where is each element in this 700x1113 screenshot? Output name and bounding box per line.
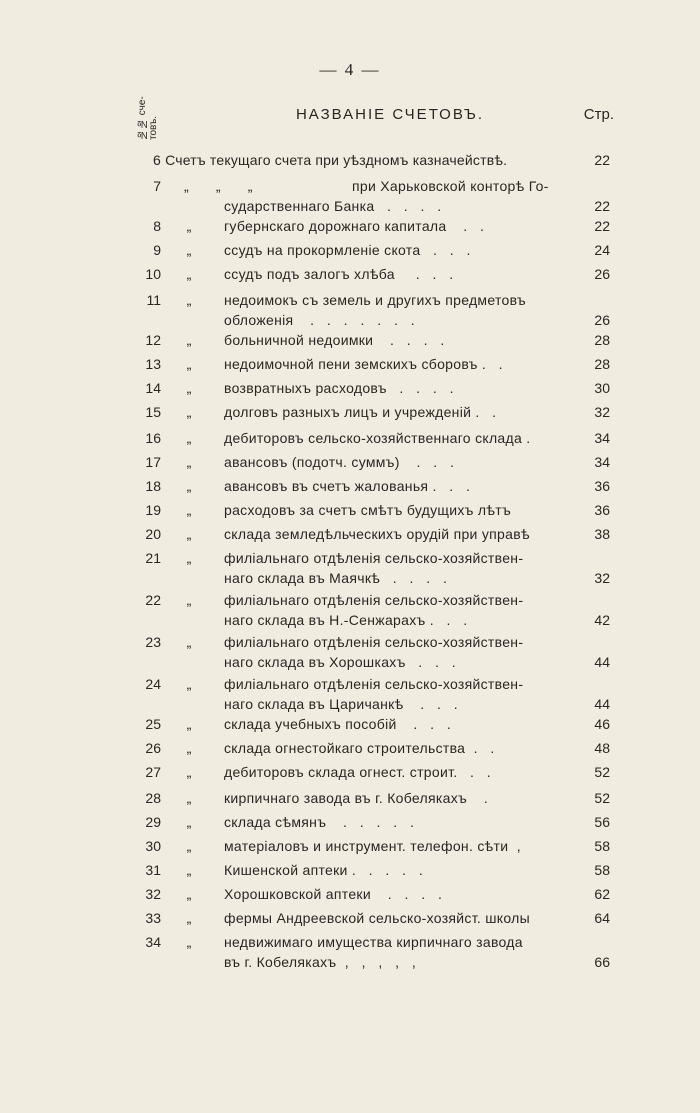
ditto-mark: „ xyxy=(186,790,192,806)
page-reference: 24 xyxy=(594,242,610,258)
ditto-mark: „ xyxy=(186,838,192,854)
page-reference: 26 xyxy=(594,266,610,282)
account-number: 29 xyxy=(145,814,161,830)
account-number: 13 xyxy=(145,356,161,372)
page-reference: 58 xyxy=(594,862,610,878)
account-number: 34 xyxy=(145,934,161,950)
account-name: недоимочной пени земскихъ сборовъ . . xyxy=(224,356,503,372)
account-number: 6 xyxy=(153,152,161,168)
page-reference: 38 xyxy=(594,526,610,542)
ditto-mark: „ xyxy=(186,550,192,566)
page-reference: 28 xyxy=(594,356,610,372)
page-reference: 22 xyxy=(594,152,610,168)
ditto-mark: „ xyxy=(186,934,192,950)
account-number: 25 xyxy=(145,716,161,732)
ditto-mark: „ xyxy=(186,764,192,780)
account-number: 16 xyxy=(145,430,161,446)
account-name: при Харьковской конторѣ Го- сударственнаго Банка . . . . xyxy=(224,178,549,214)
ditto-mark: „ xyxy=(186,404,192,420)
account-name: склада сѣмянъ . . . . . xyxy=(224,814,415,830)
ditto-mark: „ xyxy=(186,716,192,732)
account-name: филіальнаго отдѣленія сельско-хозяйствен- наго склада въ Н.-Сенжарахъ . . . xyxy=(224,592,524,628)
page-reference: 28 xyxy=(594,332,610,348)
ditto-mark: „ xyxy=(186,242,192,258)
account-number: 19 xyxy=(145,502,161,518)
account-number: 17 xyxy=(145,454,161,470)
account-number: 14 xyxy=(145,380,161,396)
ditto-mark: „ xyxy=(186,380,192,396)
account-name: дебиторовъ сельско-хозяйственнаго склада . xyxy=(224,430,531,446)
account-name: склада земледѣльческихъ орудій при управѣ xyxy=(224,526,530,542)
ditto-mark: „ xyxy=(186,430,192,446)
page-reference: 66 xyxy=(594,954,610,970)
account-name: ссудъ подъ залогъ хлѣба . . . xyxy=(224,266,454,282)
account-number: 15 xyxy=(145,404,161,420)
account-name: губернскаго дорожнаго капитала . . xyxy=(224,218,485,234)
ditto-mark: „ xyxy=(186,332,192,348)
ditto-mark: „ xyxy=(186,862,192,878)
account-number: 22 xyxy=(145,592,161,608)
page-number: — 4 — xyxy=(319,60,381,79)
ditto-mark: „ xyxy=(186,356,192,372)
page-reference: 36 xyxy=(594,478,610,494)
account-number: 28 xyxy=(145,790,161,806)
account-number: 10 xyxy=(145,266,161,282)
account-name: возвратныхъ расходовъ . . . . xyxy=(224,380,454,396)
account-name: недвижимаго имущества кирпичнаго завода въ г. Кобелякахъ , , , , , xyxy=(224,934,523,970)
ditto-mark: „ xyxy=(186,592,192,608)
account-name: ссудъ на прокормленіе скота . . . xyxy=(224,242,471,258)
ditto-mark: „ xyxy=(186,292,192,308)
account-number: 26 xyxy=(145,740,161,756)
page-reference: 42 xyxy=(594,612,610,628)
ditto-mark: „ xyxy=(186,676,192,692)
page-reference: 48 xyxy=(594,740,610,756)
account-number: 7 xyxy=(153,178,161,194)
page-reference: 52 xyxy=(594,790,610,806)
account-name: матеріаловъ и инструмент. телефон. сѣти , xyxy=(224,838,521,854)
page-reference: 22 xyxy=(594,218,610,234)
ditto-mark: „ xyxy=(186,814,192,830)
account-name: авансовъ въ счетъ жалованья . . . xyxy=(224,478,471,494)
ditto-mark: „ xyxy=(186,478,192,494)
account-name: Хорошковской аптеки . . . . xyxy=(224,886,443,902)
page-reference: 52 xyxy=(594,764,610,780)
ditto-mark: „ xyxy=(186,454,192,470)
ditto-mark: „ xyxy=(186,218,192,234)
ditto-mark: „ xyxy=(186,502,192,518)
account-name: филіальнаго отдѣленія сельско-хозяйствен- наго склада въ Царичанкѣ . . . xyxy=(224,676,524,712)
account-number: 24 xyxy=(145,676,161,692)
account-name: кирпичнаго завода въ г. Кобелякахъ . xyxy=(224,790,489,806)
account-name: больничной недоимки . . . . xyxy=(224,332,445,348)
page-reference: 26 xyxy=(594,312,610,328)
ditto-mark: „ xyxy=(186,266,192,282)
account-number: 33 xyxy=(145,910,161,926)
account-number: 20 xyxy=(145,526,161,542)
account-name: недоимокъ съ земель и другихъ предметовъ обложенія . . . . . . . xyxy=(224,292,526,328)
account-name: склада учебныхъ пособій . . . xyxy=(224,716,452,732)
account-number: 18 xyxy=(145,478,161,494)
page-reference: 34 xyxy=(594,430,610,446)
page-reference: 44 xyxy=(594,654,610,670)
account-name: дебиторовъ склада огнест. строит. . . xyxy=(224,764,491,780)
accounts-title-header: НАЗВАНІЕ СЧЕТОВЪ. xyxy=(295,106,485,123)
account-number: 30 xyxy=(145,838,161,854)
account-entry-text xyxy=(153,150,583,170)
ditto-mark: „ xyxy=(186,910,192,926)
page-reference: 56 xyxy=(594,814,610,830)
page-reference: 58 xyxy=(594,838,610,854)
page-reference: 44 xyxy=(594,696,610,712)
account-number: 9 xyxy=(153,242,161,258)
page-reference: 30 xyxy=(594,380,610,396)
page-column-header: Стр. xyxy=(583,106,614,123)
account-name: склада огнестойкаго строительства . . xyxy=(224,740,495,756)
ditto-mark: „ xyxy=(186,526,192,542)
account-name: авансовъ (подотч. суммъ) . . . xyxy=(224,454,455,470)
account-number: 23 xyxy=(145,634,161,650)
page-reference: 64 xyxy=(594,910,610,926)
account-number: 11 xyxy=(146,292,161,308)
page-reference: 22 xyxy=(594,198,610,214)
ditto-mark: „ xyxy=(186,886,192,902)
account-name: филіальнаго отдѣленія сельско-хозяйствен- наго склада въ Маячкѣ . . . . xyxy=(224,550,524,586)
ditto-mark: „ xyxy=(186,740,192,756)
account-number: 8 xyxy=(153,218,161,234)
account-name: расходовъ за счетъ смѣтъ будущихъ лѣтъ xyxy=(224,502,512,518)
account-number: 32 xyxy=(145,886,161,902)
page-reference: 32 xyxy=(594,404,610,420)
account-number: 12 xyxy=(145,332,161,348)
page-reference: 46 xyxy=(594,716,610,732)
ditto-mark: „ xyxy=(186,634,192,650)
page-reference: 62 xyxy=(594,886,610,902)
page-reference: 32 xyxy=(594,570,610,586)
account-number: 27 xyxy=(145,764,161,780)
account-name: фермы Андреевской сельско-хозяйст. школы xyxy=(224,910,530,926)
account-name: филіальнаго отдѣленія сельско-хозяйствен- наго склада въ Хорошкахъ . . . xyxy=(224,634,524,670)
account-name: Счетъ текущаго счета при уѣздномъ казначействѣ. xyxy=(161,152,508,168)
page-reference: 36 xyxy=(594,502,610,518)
account-number: 21 xyxy=(145,550,161,566)
account-number-column-header: №№ сче- товъ. xyxy=(137,96,159,140)
ditto-mark: „ „ „ xyxy=(184,178,253,194)
page-reference: 34 xyxy=(594,454,610,470)
account-name: долговъ разныхъ лицъ и учрежденій . . xyxy=(224,404,497,420)
account-name: Кишенской аптеки . . . . . xyxy=(224,862,424,878)
account-number: 31 xyxy=(145,862,161,878)
